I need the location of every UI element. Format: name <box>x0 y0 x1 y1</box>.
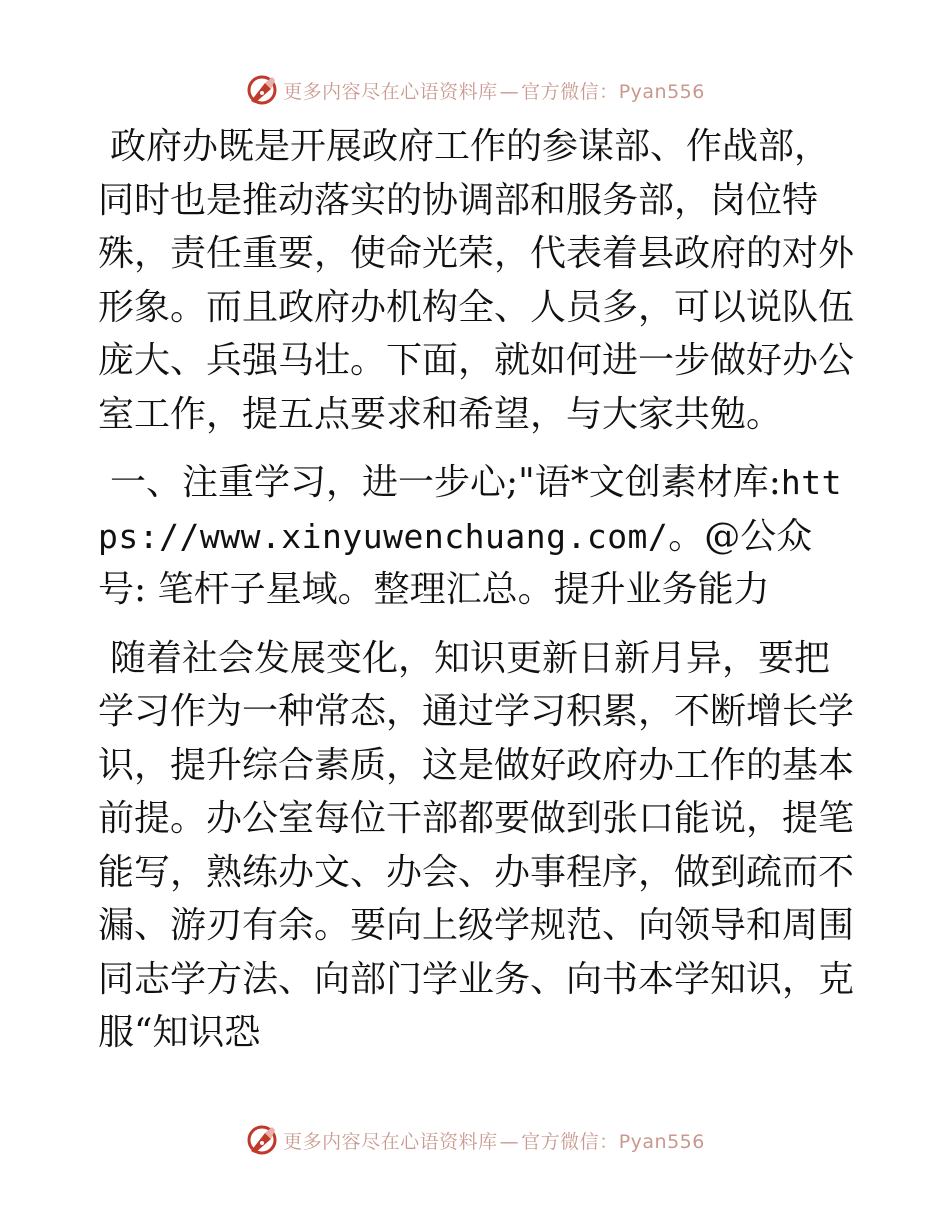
section-heading-1 <box>98 456 858 617</box>
header-separator: — <box>499 80 520 103</box>
heading-1-text: 一、注重学习，进一步心;"语*文创素材库: <box>110 462 781 503</box>
paragraph-learning: 随着社会发展变化，知识更新日新月异，要把学习作为一种常态，通过学习积累，不断增长学识，提升综合素质，这是做好政府办工作的基本前提。办公室每位干部都要做到张口能说，提笔能写，熟练办文、办会、办事程序，做到疏而不漏、游刃有余。要向上级学规范、向领导和周围同志学方法、向部门学业务、向书本学知识，克服“知识恐 <box>98 637 855 1053</box>
header-banner <box>0 70 950 110</box>
header-brand: 更多内容尽在心语资料库 <box>283 80 498 103</box>
footer-separator: — <box>499 1130 520 1153</box>
paragraph-intro: 政府办既是开展政府工作的参谋部、作战部，同时也是推动落实的协调部和服务部，岗位特殊，责任重要，使命光荣，代表着县政府的对外形象。而且政府办机构全、人员多，可以说队伍庞大、兵强马壮。下面，就如何进一步做好办公室工作，提五点要求和希望，与大家共勉。 <box>98 126 855 435</box>
header-contact-label: 官方微信： <box>521 80 619 103</box>
document-body <box>98 120 858 1075</box>
heading-1-suffix: 。@公众号: 笔杆子星域。整理汇总。提升业务能力 <box>98 515 813 610</box>
footer-watermark-text <box>283 1127 705 1154</box>
heading-1-url: https://www.xinyuwenchuang.com/ <box>98 463 842 556</box>
header-watermark-text <box>283 77 705 104</box>
header-contact-id: Pyan556 <box>618 80 705 103</box>
pen-nib-logo-icon <box>245 1123 279 1157</box>
footer-contact-label: 官方微信： <box>521 1130 619 1153</box>
footer-banner <box>0 1120 950 1160</box>
footer-contact-id: Pyan556 <box>618 1130 705 1153</box>
footer-brand: 更多内容尽在心语资料库 <box>283 1130 498 1153</box>
pen-nib-logo-icon <box>245 73 279 107</box>
